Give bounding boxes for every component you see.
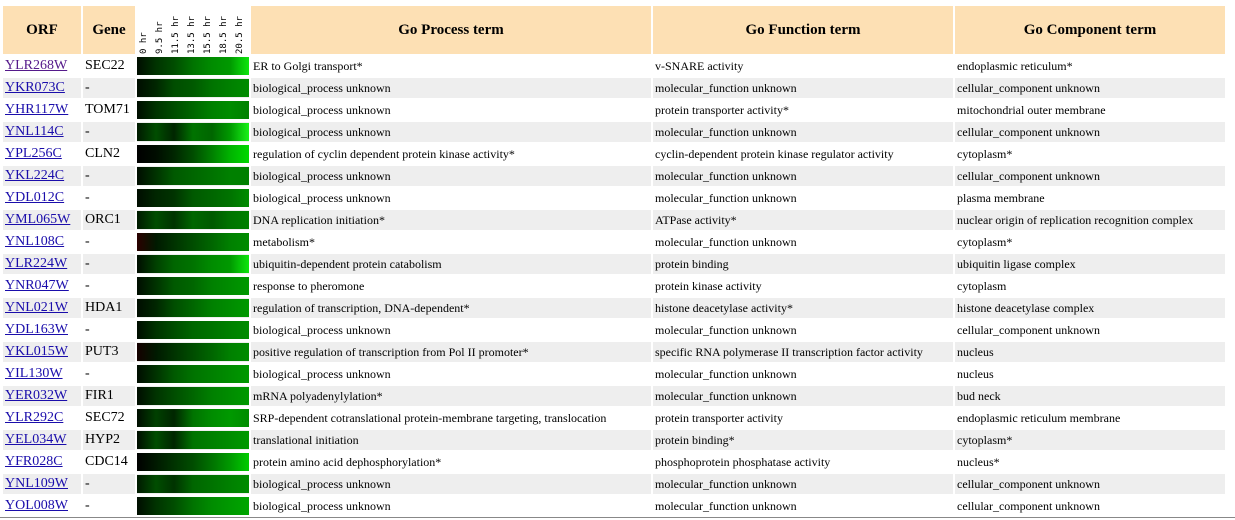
- orf-link[interactable]: YDL012C: [5, 190, 65, 205]
- timepoint-label: 20.5 hr: [235, 16, 245, 54]
- table-row: [3, 122, 1225, 142]
- orf-link[interactable]: YML065W: [5, 212, 71, 227]
- process-term-cell: biological_process unknown: [251, 78, 651, 98]
- table-row: [3, 496, 1225, 516]
- gene-cell: -: [83, 78, 135, 98]
- orf-header: ORF: [3, 6, 81, 54]
- expression-cell: [137, 56, 249, 76]
- expression-cell: [137, 210, 249, 230]
- table-row: [3, 320, 1225, 340]
- process-term-cell: ER to Golgi transport*: [251, 56, 651, 76]
- expression-cell: [137, 144, 249, 164]
- function-term-cell: molecular_function unknown: [653, 320, 953, 340]
- expression-heatmap: [137, 321, 249, 339]
- orf-link[interactable]: YLR292C: [5, 410, 64, 425]
- expression-cell: [137, 276, 249, 296]
- process-term-cell: biological_process unknown: [251, 122, 651, 142]
- expression-heatmap: [137, 101, 249, 119]
- gene-cell: -: [83, 188, 135, 208]
- table-row: [3, 364, 1225, 384]
- process-term-cell: biological_process unknown: [251, 474, 651, 494]
- gene-cell: PUT3: [83, 342, 135, 362]
- table-row: [3, 144, 1225, 164]
- function-term-cell: molecular_function unknown: [653, 496, 953, 516]
- table-row: [3, 386, 1225, 406]
- component-term-cell: nucleus: [955, 364, 1225, 384]
- table-row: [3, 56, 1225, 76]
- expression-cell: [137, 496, 249, 516]
- expression-heatmap: [137, 453, 249, 471]
- table-row: [3, 452, 1225, 472]
- gene-cell: -: [83, 320, 135, 340]
- process-term-cell: response to pheromone: [251, 276, 651, 296]
- function-term-cell: molecular_function unknown: [653, 166, 953, 186]
- expression-cell: [137, 452, 249, 472]
- expression-heatmap: [137, 167, 249, 185]
- component-term-cell: nucleus: [955, 342, 1225, 362]
- component-term-cell: cytoplasm: [955, 276, 1225, 296]
- table-body: [3, 56, 1225, 516]
- expression-cell: [137, 474, 249, 494]
- component-term-cell: endoplasmic reticulum membrane: [955, 408, 1225, 428]
- orf-cell: [3, 364, 81, 384]
- gene-cell: CDC14: [83, 452, 135, 472]
- expression-heatmap: [137, 497, 249, 515]
- orf-link[interactable]: YEL034W: [5, 432, 67, 447]
- orf-cell: [3, 144, 81, 164]
- orf-cell: [3, 320, 81, 340]
- process-term-cell: biological_process unknown: [251, 100, 651, 120]
- expression-cell: [137, 298, 249, 318]
- gene-cell: -: [83, 232, 135, 252]
- function-term-cell: molecular_function unknown: [653, 78, 953, 98]
- table-row: [3, 166, 1225, 186]
- orf-cell: [3, 188, 81, 208]
- component-term-cell: ubiquitin ligase complex: [955, 254, 1225, 274]
- component-term-cell: endoplasmic reticulum*: [955, 56, 1225, 76]
- table-row: [3, 342, 1225, 362]
- expression-heatmap: [137, 79, 249, 97]
- process-term-cell: regulation of transcription, DNA-dependent*: [251, 298, 651, 318]
- component-term-cell: cellular_component unknown: [955, 320, 1225, 340]
- orf-cell: [3, 210, 81, 230]
- gene-cell: TOM71: [83, 100, 135, 120]
- orf-link[interactable]: YOL008W: [5, 498, 68, 513]
- expression-heatmap: [137, 189, 249, 207]
- gene-cell: -: [83, 166, 135, 186]
- gene-cell: -: [83, 276, 135, 296]
- function-term-cell: molecular_function unknown: [653, 188, 953, 208]
- expression-cell: [137, 100, 249, 120]
- expression-cell: [137, 386, 249, 406]
- function-term-cell: protein transporter activity: [653, 408, 953, 428]
- expression-heatmap: [137, 123, 249, 141]
- function-term-cell: protein binding*: [653, 430, 953, 450]
- expression-heatmap: [137, 343, 249, 361]
- component-term-cell: cellular_component unknown: [955, 122, 1225, 142]
- expression-heatmap: [137, 409, 249, 427]
- orf-link[interactable]: YKL015W: [5, 344, 68, 359]
- orf-link[interactable]: YFR028C: [5, 454, 63, 469]
- timepoint-label: 13.5 hr: [187, 16, 197, 54]
- orf-link[interactable]: YNR047W: [5, 278, 69, 293]
- orf-link[interactable]: YHR117W: [5, 102, 69, 117]
- orf-cell: [3, 408, 81, 428]
- gene-cell: -: [83, 474, 135, 494]
- orf-link[interactable]: YPL256C: [5, 146, 62, 161]
- expression-cell: [137, 342, 249, 362]
- component-term-cell: cellular_component unknown: [955, 166, 1225, 186]
- expression-cell: [137, 430, 249, 450]
- component-term-cell: cytoplasm*: [955, 430, 1225, 450]
- orf-link[interactable]: YNL108C: [5, 234, 65, 249]
- orf-link[interactable]: YDL163W: [5, 322, 68, 337]
- table-row: [3, 298, 1225, 318]
- process-term-cell: translational initiation: [251, 430, 651, 450]
- process-term-cell: biological_process unknown: [251, 496, 651, 516]
- component-term-cell: nucleus*: [955, 452, 1225, 472]
- function-term-cell: protein kinase activity: [653, 276, 953, 296]
- function-term-cell: v-SNARE activity: [653, 56, 953, 76]
- expression-cell: [137, 254, 249, 274]
- expression-heatmap: [137, 387, 249, 405]
- timepoint-label: 18.5 hr: [219, 16, 229, 54]
- table-row: [3, 408, 1225, 428]
- gene-cell: HDA1: [83, 298, 135, 318]
- process-term-cell: mRNA polyadenylylation*: [251, 386, 651, 406]
- gene-cell: SEC72: [83, 408, 135, 428]
- component-term-cell: bud neck: [955, 386, 1225, 406]
- orf-link[interactable]: YKR073C: [5, 80, 65, 95]
- process-term-cell: protein amino acid dephosphorylation*: [251, 452, 651, 472]
- function-term-cell: molecular_function unknown: [653, 386, 953, 406]
- gene-header: Gene: [83, 6, 135, 54]
- function-term-cell: specific RNA polymerase II transcription factor activity: [653, 342, 953, 362]
- table-row: [3, 188, 1225, 208]
- expression-heatmap: [137, 255, 249, 273]
- expression-heatmap: [137, 475, 249, 493]
- expression-heatmap: [137, 233, 249, 251]
- component-term-cell: cytoplasm*: [955, 232, 1225, 252]
- expression-heatmap: [137, 431, 249, 449]
- process-term-cell: SRP-dependent cotranslational protein-membrane targeting, translocation: [251, 408, 651, 428]
- component-term-cell: cellular_component unknown: [955, 78, 1225, 98]
- expression-heatmap: [137, 145, 249, 163]
- orf-cell: [3, 122, 81, 142]
- gene-cell: -: [83, 496, 135, 516]
- function-term-cell: phosphoprotein phosphatase activity: [653, 452, 953, 472]
- function-term-cell: molecular_function unknown: [653, 122, 953, 142]
- header-row: [3, 6, 1225, 54]
- orf-cell: [3, 56, 81, 76]
- process-term-cell: DNA replication initiation*: [251, 210, 651, 230]
- function-term-cell: molecular_function unknown: [653, 474, 953, 494]
- component-term-cell: histone deacetylase complex: [955, 298, 1225, 318]
- orf-cell: [3, 342, 81, 362]
- table-row: [3, 232, 1225, 252]
- timepoint-header: [137, 6, 249, 54]
- timepoint-labels: [137, 6, 249, 54]
- expression-cell: [137, 408, 249, 428]
- expression-cell: [137, 232, 249, 252]
- orf-cell: [3, 166, 81, 186]
- gene-cell: -: [83, 254, 135, 274]
- component-term-cell: cellular_component unknown: [955, 474, 1225, 494]
- expression-heatmap: [137, 57, 249, 75]
- timepoint-label: 15.5 hr: [203, 16, 213, 54]
- expression-heatmap: [137, 277, 249, 295]
- table-row: [3, 78, 1225, 98]
- process-term-cell: biological_process unknown: [251, 188, 651, 208]
- orf-cell: [3, 78, 81, 98]
- gene-cell: HYP2: [83, 430, 135, 450]
- expression-heatmap: [137, 211, 249, 229]
- gene-cell: ORC1: [83, 210, 135, 230]
- table-row: [3, 100, 1225, 120]
- expression-cell: [137, 166, 249, 186]
- orf-cell: [3, 474, 81, 494]
- function-term-cell: histone deacetylase activity*: [653, 298, 953, 318]
- orf-link[interactable]: YNL109W: [5, 476, 68, 491]
- timepoint-label: 0 hr: [139, 32, 149, 54]
- process-term-cell: regulation of cyclin dependent protein kinase activity*: [251, 144, 651, 164]
- function-term-cell: cyclin-dependent protein kinase regulator activity: [653, 144, 953, 164]
- expression-heatmap: [137, 365, 249, 383]
- expression-cell: [137, 320, 249, 340]
- orf-cell: [3, 232, 81, 252]
- orf-link[interactable]: YLR268W: [5, 58, 68, 73]
- gene-cell: SEC22: [83, 56, 135, 76]
- gene-table: [1, 4, 1227, 518]
- process-term-cell: biological_process unknown: [251, 166, 651, 186]
- orf-cell: [3, 496, 81, 516]
- process-term-cell: biological_process unknown: [251, 320, 651, 340]
- orf-cell: [3, 298, 81, 318]
- expression-cell: [137, 364, 249, 384]
- table-row: [3, 254, 1225, 274]
- orf-link[interactable]: YKL224C: [5, 168, 65, 183]
- timepoint-label: 11.5 hr: [171, 16, 181, 54]
- gene-cell: CLN2: [83, 144, 135, 164]
- orf-link[interactable]: YNL114C: [5, 124, 64, 139]
- orf-cell: [3, 386, 81, 406]
- component-term-cell: mitochondrial outer membrane: [955, 100, 1225, 120]
- orf-cell: [3, 452, 81, 472]
- process-header: Go Process term: [251, 6, 651, 54]
- expression-cell: [137, 122, 249, 142]
- orf-cell: [3, 430, 81, 450]
- orf-cell: [3, 254, 81, 274]
- table-row: [3, 210, 1225, 230]
- bottom-divider: [0, 517, 1235, 518]
- function-term-cell: ATPase activity*: [653, 210, 953, 230]
- function-header: Go Function term: [653, 6, 953, 54]
- component-term-cell: nuclear origin of replication recognition complex: [955, 210, 1225, 230]
- table-row: [3, 430, 1225, 450]
- orf-link[interactable]: YLR224W: [5, 256, 68, 271]
- expression-cell: [137, 78, 249, 98]
- timepoint-label: 9.5 hr: [155, 21, 165, 54]
- orf-link[interactable]: YER032W: [5, 388, 68, 403]
- component-term-cell: cytoplasm*: [955, 144, 1225, 164]
- gene-cell: -: [83, 364, 135, 384]
- orf-cell: [3, 276, 81, 296]
- gene-cell: FIR1: [83, 386, 135, 406]
- component-term-cell: plasma membrane: [955, 188, 1225, 208]
- orf-link[interactable]: YIL130W: [5, 366, 63, 381]
- gene-cell: -: [83, 122, 135, 142]
- function-term-cell: molecular_function unknown: [653, 364, 953, 384]
- function-term-cell: protein binding: [653, 254, 953, 274]
- table-row: [3, 474, 1225, 494]
- function-term-cell: molecular_function unknown: [653, 232, 953, 252]
- orf-cell: [3, 100, 81, 120]
- orf-link[interactable]: YNL021W: [5, 300, 68, 315]
- expression-heatmap: [137, 299, 249, 317]
- component-term-cell: cellular_component unknown: [955, 496, 1225, 516]
- component-header: Go Component term: [955, 6, 1225, 54]
- process-term-cell: metabolism*: [251, 232, 651, 252]
- process-term-cell: ubiquitin-dependent protein catabolism: [251, 254, 651, 274]
- function-term-cell: protein transporter activity*: [653, 100, 953, 120]
- table-row: [3, 276, 1225, 296]
- expression-cell: [137, 188, 249, 208]
- process-term-cell: positive regulation of transcription from Pol II promoter*: [251, 342, 651, 362]
- process-term-cell: biological_process unknown: [251, 364, 651, 384]
